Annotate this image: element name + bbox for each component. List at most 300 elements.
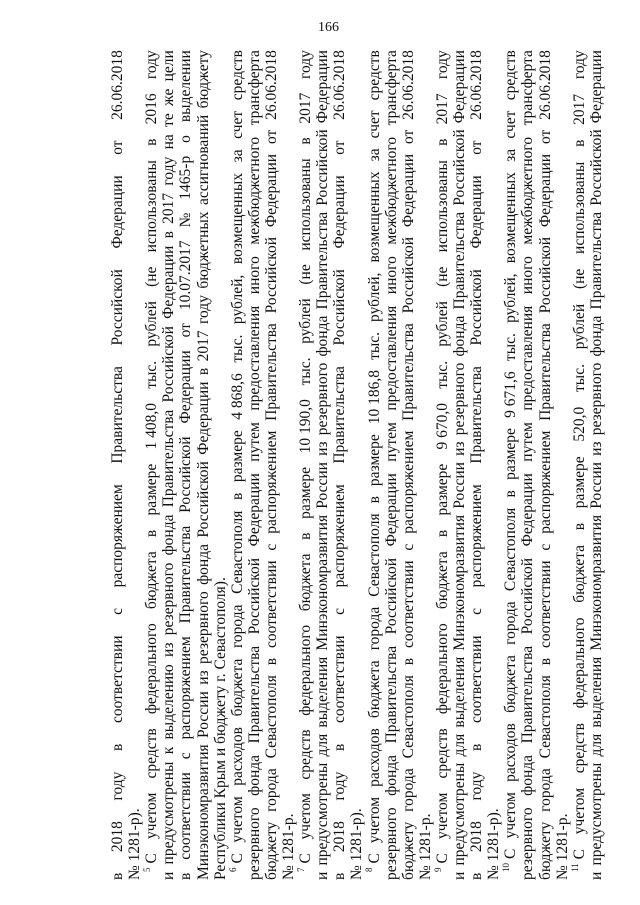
word: иного <box>382 256 400 295</box>
word: Правительства <box>451 211 468 310</box>
word: в <box>536 657 554 666</box>
word: № <box>177 212 195 228</box>
text-line: № 1281-р). <box>126 808 144 880</box>
word: межбюджетного <box>519 136 537 245</box>
word: соответствии <box>177 772 195 860</box>
word: фонда <box>382 754 400 796</box>
word: фонда <box>587 315 605 357</box>
word: 2018 <box>468 821 486 853</box>
word: году <box>160 156 178 186</box>
word: размере <box>433 463 451 516</box>
word: размере <box>228 430 246 483</box>
word: году <box>331 771 349 801</box>
word: из <box>587 441 605 456</box>
word: в <box>143 138 161 146</box>
word: России <box>587 462 605 509</box>
word: бюджету <box>262 821 280 880</box>
word: 4 868,6 <box>228 373 246 420</box>
word: в <box>160 231 178 239</box>
word: предоставления <box>519 305 537 411</box>
word: межбюджетного <box>245 136 263 245</box>
word: бюджета <box>228 658 246 717</box>
footnotes-text-block <box>108 50 608 880</box>
word: рублей <box>570 303 588 350</box>
word: 1465-р <box>177 155 195 200</box>
word: распоряжением <box>331 484 349 588</box>
word: $^8$С <box>364 853 383 872</box>
text-line: № 1281-р. <box>416 813 434 880</box>
word: Севастополя <box>399 675 417 759</box>
word: 2016 <box>143 93 161 125</box>
word: Федерации <box>382 473 400 547</box>
word: резервного <box>587 362 605 436</box>
word: Российской <box>519 557 537 635</box>
word: в <box>399 657 417 666</box>
word: $^7$С <box>295 853 315 872</box>
word: в <box>331 872 349 880</box>
word: использованы <box>297 158 315 251</box>
word: Правительства <box>331 366 349 464</box>
word: размере <box>143 463 161 516</box>
word: 2017 <box>194 330 212 362</box>
word: тыс. <box>365 331 383 360</box>
word: в <box>570 522 588 531</box>
word: Севастополя <box>536 675 554 759</box>
word: и <box>587 871 605 880</box>
word: размере <box>570 456 588 509</box>
footnote-marker: 11 <box>569 863 580 872</box>
word: Правительства <box>382 645 400 744</box>
word: соответствии <box>109 635 126 724</box>
word: счет <box>365 110 383 139</box>
word: из <box>194 670 212 685</box>
word: году <box>468 771 486 801</box>
word: фонда <box>160 514 178 556</box>
word: Российской <box>587 129 605 206</box>
word: резервного <box>382 807 400 880</box>
word: предусмотрены <box>314 762 332 866</box>
word: 1 408,0 <box>143 402 161 450</box>
word: Правительства <box>262 323 280 421</box>
word: и <box>451 871 468 880</box>
word: для <box>314 733 332 757</box>
word: 26.06.2018 <box>109 50 126 120</box>
word: Федерации <box>399 153 417 228</box>
word: средств <box>365 50 383 101</box>
word: $^9$С <box>432 853 451 872</box>
word: Правительства <box>468 366 486 464</box>
word: соответствии <box>468 635 486 724</box>
word: соответствии <box>262 560 280 649</box>
word: Федерации <box>177 350 195 424</box>
word: бюджета <box>143 551 161 610</box>
word: от <box>177 323 195 338</box>
word: бюджету <box>399 821 417 880</box>
word: от <box>109 140 126 155</box>
word: в <box>297 137 315 145</box>
word: Российской <box>245 557 263 635</box>
footnote-marker: 7 <box>295 867 306 872</box>
word: Федерации <box>536 153 554 228</box>
word: с <box>468 607 486 615</box>
word: соответствии <box>536 560 554 649</box>
word: Севастополя <box>502 507 520 592</box>
word: Правительства <box>245 645 263 744</box>
footnote-marker: 6 <box>227 867 238 872</box>
word: для <box>451 733 468 757</box>
word: тыс. <box>228 334 246 363</box>
word: Правительства <box>587 211 605 310</box>
text-line: № 1281-р). <box>348 808 366 880</box>
word: в <box>228 492 246 501</box>
word: Федерации <box>587 50 605 124</box>
word: Российской <box>468 269 486 346</box>
word: (не <box>570 268 588 290</box>
word: в <box>109 872 126 880</box>
word: счет <box>228 110 246 139</box>
word: распоряжением <box>399 430 417 534</box>
word: федерального <box>143 623 161 715</box>
word: о <box>177 135 195 143</box>
word: выделения <box>451 656 468 728</box>
word: за <box>228 149 246 163</box>
word: распоряжением <box>468 484 486 588</box>
word: средств <box>228 50 246 101</box>
word: Российской <box>536 237 554 314</box>
word: фонда <box>194 544 212 585</box>
word: Севастополя <box>228 510 246 594</box>
word: $^5$С <box>142 853 161 872</box>
word: Российской <box>177 436 195 513</box>
word: году <box>570 50 588 80</box>
word: 2017 <box>297 92 315 124</box>
word: средств <box>143 728 161 779</box>
word: 26.06.2018 <box>536 50 554 120</box>
word: Правительства <box>536 323 554 421</box>
word: в <box>468 743 486 751</box>
word: году <box>109 771 126 801</box>
word: использованы <box>570 161 588 254</box>
word: города <box>502 601 520 645</box>
word: Федерации <box>109 175 126 249</box>
word: счет <box>502 110 520 139</box>
word: Российской <box>109 269 126 346</box>
word: с <box>399 543 417 551</box>
word: от <box>331 140 349 155</box>
word: для <box>587 733 605 757</box>
word: бюджета <box>433 551 451 610</box>
word: Правительства <box>314 211 332 310</box>
word: Федерации <box>519 473 537 547</box>
word: города <box>365 606 383 651</box>
word: города <box>228 604 246 649</box>
word: учетом <box>365 796 383 844</box>
word: учетом <box>228 796 246 843</box>
word: иного <box>245 256 263 295</box>
word: 2018 <box>109 821 126 853</box>
word: с <box>331 607 349 615</box>
word: тыс. <box>433 360 451 389</box>
word: учетом <box>570 787 588 835</box>
word: возмещенных <box>502 172 520 264</box>
word: средств <box>570 723 588 774</box>
word: Российской <box>262 237 280 314</box>
word: путем <box>519 422 537 462</box>
word: бюджета <box>297 553 315 612</box>
word: путем <box>382 422 400 462</box>
word: в <box>297 532 315 540</box>
word: расходов <box>228 727 246 786</box>
word: в <box>433 138 451 146</box>
word: Севастополя <box>262 675 280 759</box>
word: ассигнований <box>194 114 212 206</box>
word: фонда <box>314 315 332 357</box>
text-line: Республики Крым и бюджету г. Севастополя). <box>211 577 229 880</box>
word: за <box>365 148 383 162</box>
word: Правительства <box>177 525 195 624</box>
word: резервного <box>245 807 263 880</box>
word: федерального <box>297 624 315 716</box>
word: распоряжением <box>262 430 280 534</box>
word: Российской <box>160 326 178 403</box>
word: 2017 <box>433 93 451 125</box>
word: Севастополя <box>365 513 383 597</box>
word: путем <box>245 422 263 462</box>
word: в <box>570 139 588 147</box>
word: рублей <box>297 298 315 344</box>
footnote-marker: 8 <box>364 867 375 872</box>
word: Федерации <box>262 153 280 228</box>
word: резервного <box>314 362 332 436</box>
word: предусмотрены <box>451 762 468 866</box>
word: резервного <box>451 362 468 436</box>
word: трансферта <box>382 50 400 126</box>
word: (не <box>143 266 161 287</box>
word: России <box>314 462 332 509</box>
word: размере <box>365 434 383 487</box>
word: федерального <box>570 617 588 709</box>
word: 26.06.2018 <box>399 50 417 120</box>
word: фонда <box>245 754 263 796</box>
word: города <box>536 768 554 812</box>
text-line: № 1281-р). <box>485 808 503 880</box>
word: 2017 <box>570 93 588 125</box>
word: фонда <box>451 315 468 357</box>
word: выделению <box>160 664 178 740</box>
word: 26.06.2018 <box>468 50 486 120</box>
word: трансферта <box>519 50 537 126</box>
word: Правительства <box>109 366 126 464</box>
word: Российской <box>194 461 212 538</box>
word: Минэкономразвития <box>314 514 332 651</box>
word: из <box>160 642 178 657</box>
word: в <box>143 529 161 538</box>
word: тыс. <box>143 360 161 389</box>
word: из <box>314 441 332 456</box>
word: Федерации <box>331 175 349 249</box>
word: Правительства <box>519 645 537 744</box>
word: Правительства <box>160 409 178 508</box>
word: предусмотрены <box>587 762 605 866</box>
word: цели <box>160 50 178 82</box>
text-line: № 1281-р. <box>280 813 297 880</box>
word: резервного <box>160 562 178 636</box>
word: тыс. <box>502 333 520 362</box>
word: бюджета <box>365 660 383 719</box>
word: (не <box>433 266 451 287</box>
word: использованы <box>433 160 451 253</box>
word: распоряжением <box>177 636 195 740</box>
word: 10 190,0 <box>297 399 315 454</box>
word: году <box>194 295 212 324</box>
word: и <box>160 871 178 880</box>
word: выделения <box>314 656 332 728</box>
word: Минэкономразвития <box>194 744 212 880</box>
word: города <box>262 768 280 812</box>
word: 26.06.2018 <box>262 50 280 120</box>
word: с <box>536 543 554 551</box>
word: резервного <box>519 807 537 880</box>
word: использованы <box>143 160 161 253</box>
word: году <box>433 50 451 80</box>
word: $^{10}$С <box>501 848 520 872</box>
word: Федерации <box>245 473 263 547</box>
word: (не <box>297 264 315 285</box>
word: соответствии <box>399 560 417 649</box>
word: в <box>468 872 486 880</box>
word: Минэкономразвития <box>587 514 605 651</box>
word: 9 671,6 <box>502 371 520 418</box>
word: предоставления <box>245 305 263 411</box>
word: межбюджетного <box>382 136 400 245</box>
word: 9 670,0 <box>433 402 451 450</box>
word: рублей, <box>228 274 246 325</box>
word: в <box>433 529 451 538</box>
footnote-marker: 10 <box>501 863 512 872</box>
word: России <box>194 691 212 738</box>
word: в <box>262 657 280 666</box>
word: 520,0 <box>570 406 588 442</box>
word: от <box>468 140 486 155</box>
word: и <box>314 871 332 880</box>
word: учетом <box>433 792 451 839</box>
word: Российской <box>331 269 349 346</box>
word: из <box>451 441 468 456</box>
word: Российской <box>314 129 332 206</box>
word: Российской <box>451 129 468 206</box>
word: Российской <box>399 237 417 314</box>
word: рублей <box>143 301 161 347</box>
word: выделении <box>177 50 195 123</box>
word: бюджету <box>536 821 554 880</box>
word: учетом <box>502 792 520 839</box>
word: 10.07.2017 <box>177 240 195 311</box>
word: возмещенных <box>228 172 246 265</box>
word: учетом <box>143 792 161 839</box>
word: выделения <box>587 656 605 728</box>
word: расходов <box>365 728 383 787</box>
word: соответствии <box>331 635 349 724</box>
word: с <box>262 543 280 551</box>
word: в <box>331 743 349 751</box>
word: в <box>194 367 212 376</box>
word: Федерации <box>468 175 486 249</box>
word: на <box>160 134 178 150</box>
word: в <box>177 872 195 880</box>
word: фонда <box>519 754 537 796</box>
word: размере <box>502 428 520 480</box>
word: от <box>399 129 417 145</box>
word: от <box>262 129 280 145</box>
word: те <box>160 113 178 127</box>
word: $^6$С <box>227 853 246 872</box>
word: распоряжением <box>536 430 554 534</box>
word: Федерации <box>160 245 178 319</box>
word: бюджету <box>194 50 212 109</box>
word: за <box>502 148 520 162</box>
word: возмещенных <box>365 171 383 263</box>
rotated-page-container <box>108 50 608 880</box>
word: учетом <box>297 793 315 840</box>
word: 2018 <box>331 821 349 853</box>
word: Федерации <box>194 381 212 455</box>
word: Федерации <box>314 50 332 124</box>
word: федерального <box>433 623 451 715</box>
page-number: 166 <box>318 20 339 35</box>
word: средств <box>502 50 520 101</box>
word: резервного <box>194 591 212 664</box>
text-line <box>587 50 607 880</box>
word: в <box>502 490 520 498</box>
word: Минэкономразвития <box>451 514 468 651</box>
word: 10 186,8 <box>365 369 383 425</box>
word: России <box>451 462 468 509</box>
word: бюджета <box>502 655 520 713</box>
word: от <box>536 129 554 145</box>
word: с <box>177 752 195 760</box>
word: средств <box>433 728 451 779</box>
word: рублей, <box>365 272 383 322</box>
word: в <box>365 496 383 504</box>
word: 26.06.2018 <box>331 50 349 120</box>
word: Российской <box>382 557 400 635</box>
word: рублей, <box>502 273 520 323</box>
word: с <box>109 607 126 615</box>
word: году <box>297 50 315 80</box>
word: в <box>109 743 126 751</box>
footnote-marker: 5 <box>142 867 153 872</box>
word: году <box>143 50 161 80</box>
word: бюджета <box>570 544 588 603</box>
word: же <box>160 88 178 107</box>
word: города <box>399 768 417 812</box>
word: иного <box>519 256 537 295</box>
word: трансферта <box>245 50 263 126</box>
word: тыс. <box>570 364 588 392</box>
word: средств <box>297 729 315 780</box>
word: Правительства <box>399 323 417 421</box>
footnote-marker: 9 <box>432 867 443 872</box>
word: тыс. <box>297 357 315 386</box>
text-line: № 1281-р. <box>553 813 571 880</box>
word: к <box>160 746 178 755</box>
word: предусмотрены <box>160 761 178 865</box>
word: расходов <box>502 723 520 782</box>
word: Федерации <box>451 50 468 124</box>
word: $^{11}$С <box>569 848 588 872</box>
word: размере <box>297 466 315 519</box>
word: 2017 <box>160 192 178 224</box>
